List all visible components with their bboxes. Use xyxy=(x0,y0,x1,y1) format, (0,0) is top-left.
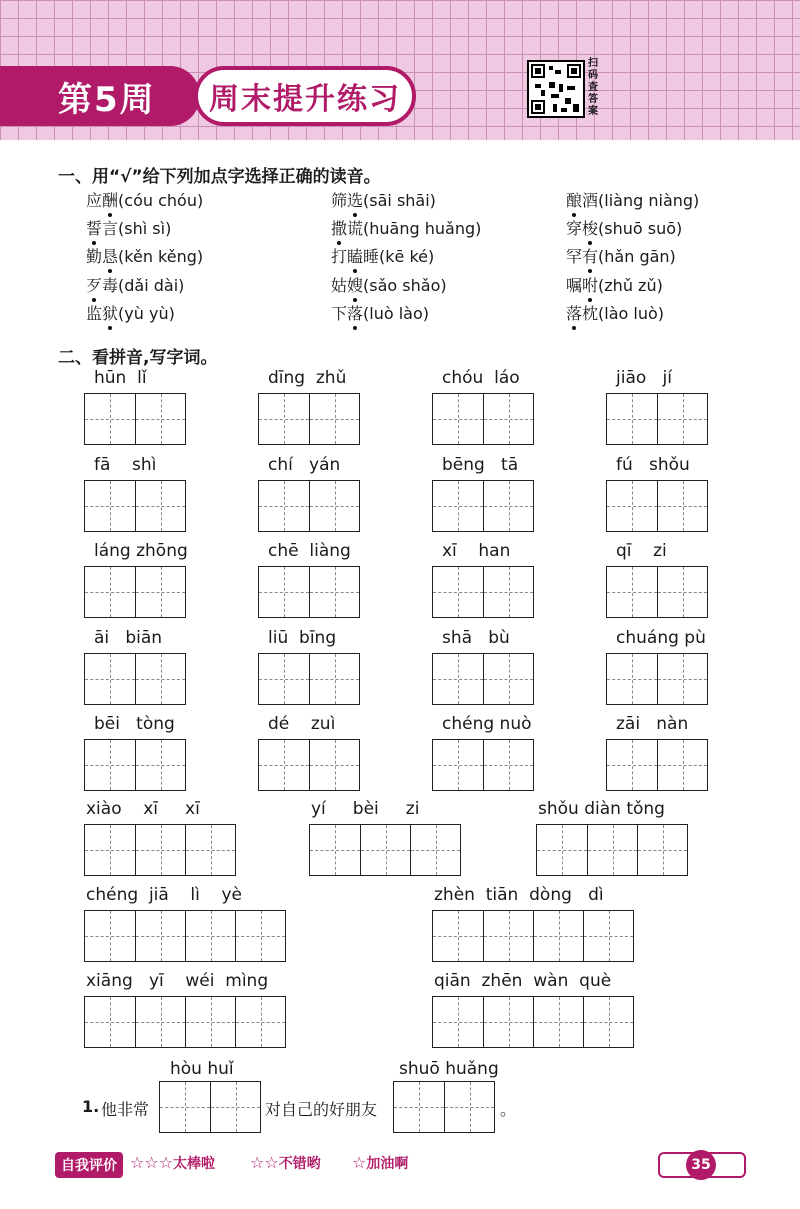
word-pinyin: xiāng yī wéi mìng xyxy=(86,971,269,991)
character-cell[interactable] xyxy=(533,911,583,961)
reading-item[interactable]: 筛选(sāi shāi) xyxy=(331,191,436,210)
qr-label: 扫码查答案 xyxy=(588,58,598,117)
pinyin-options: (hǎn gān) xyxy=(598,247,676,266)
answer-boxes[interactable] xyxy=(536,824,688,876)
word-pinyin: láng zhōng xyxy=(94,541,188,561)
character-cell[interactable] xyxy=(607,394,657,444)
answer-boxes[interactable] xyxy=(84,653,186,705)
character-cell[interactable] xyxy=(483,997,533,1047)
dotted-character: 落 xyxy=(566,304,583,323)
reading-item[interactable]: 打瞌睡(kē ké) xyxy=(331,247,435,266)
character-cell[interactable] xyxy=(410,825,460,875)
character-cell[interactable] xyxy=(85,911,135,961)
rating-two-stars[interactable]: ☆☆不错哟 xyxy=(250,1153,321,1172)
pinyin-options: (yù yù) xyxy=(118,304,175,323)
reading-item[interactable]: 下落(luò lào) xyxy=(331,304,430,323)
word-pinyin: fā shì xyxy=(94,454,157,475)
word-pinyin: bēng tā xyxy=(442,454,519,475)
word-pinyin: qiān zhēn wàn què xyxy=(434,971,612,991)
dotted-character: 咐 xyxy=(582,276,599,295)
character-cell[interactable] xyxy=(259,394,309,444)
pinyin-options: (dǎi dài) xyxy=(118,276,185,295)
dotted-character: 恳 xyxy=(102,247,119,266)
character-cell[interactable] xyxy=(310,825,360,875)
answer-boxes[interactable] xyxy=(258,566,360,618)
pinyin-options: (sāi shāi) xyxy=(363,191,436,210)
character-cell[interactable] xyxy=(483,567,533,617)
answer-boxes[interactable] xyxy=(258,653,360,705)
reading-item[interactable]: 穿梭(shuō suō) xyxy=(566,219,683,238)
pinyin-options: (liàng niàng) xyxy=(598,191,700,210)
character-cell[interactable] xyxy=(607,654,657,704)
reading-item[interactable]: 姑嫂(sǎo shǎo) xyxy=(331,276,447,295)
character-cell[interactable] xyxy=(657,394,707,444)
character-cell[interactable] xyxy=(85,394,135,444)
self-eval-label: 自我评价 xyxy=(55,1152,123,1178)
answer-boxes[interactable] xyxy=(606,480,708,532)
word-pinyin: qī zi xyxy=(616,541,667,561)
character-cell[interactable] xyxy=(433,654,483,704)
dotted-character: 狱 xyxy=(102,304,119,323)
word-pinyin: chē liàng xyxy=(268,541,351,561)
word-pinyin: chéng nuò xyxy=(442,714,532,734)
pinyin-options: (shì sì) xyxy=(118,219,172,238)
character-cell[interactable] xyxy=(85,997,135,1047)
reading-item[interactable]: 应酬(cóu chóu) xyxy=(86,191,204,210)
answer-boxes[interactable] xyxy=(84,739,186,791)
character-cell[interactable] xyxy=(657,654,707,704)
word-pinyin: chuáng pù xyxy=(616,627,706,648)
word-pinyin: dīng zhǔ xyxy=(268,368,347,388)
character-cell[interactable] xyxy=(657,567,707,617)
character-cell[interactable] xyxy=(657,481,707,531)
answer-boxes[interactable] xyxy=(606,739,708,791)
rating-one-star[interactable]: ☆加油啊 xyxy=(352,1153,409,1172)
answer-boxes[interactable] xyxy=(84,480,186,532)
sentence-answer-boxes-1[interactable] xyxy=(159,1081,261,1133)
pinyin-options: (lào luò) xyxy=(598,304,665,323)
page-title: 周末提升练习 xyxy=(194,66,416,126)
character-cell[interactable] xyxy=(85,740,135,790)
character-cell[interactable] xyxy=(583,911,633,961)
answer-boxes[interactable] xyxy=(84,910,286,962)
word-pinyin: fú shǒu xyxy=(616,454,690,475)
character-cell[interactable] xyxy=(433,911,483,961)
character-cell[interactable] xyxy=(607,740,657,790)
character-cell[interactable] xyxy=(259,567,309,617)
character-cell[interactable] xyxy=(483,911,533,961)
word-pinyin: zhèn tiān dòng dì xyxy=(434,885,604,905)
character-cell[interactable] xyxy=(135,481,185,531)
week-label: 第5周 xyxy=(0,66,200,126)
character-cell[interactable] xyxy=(433,567,483,617)
character-cell[interactable] xyxy=(85,825,135,875)
pinyin-options: (kěn kěng) xyxy=(118,247,204,266)
dotted-character: 有 xyxy=(582,247,599,266)
character-cell[interactable] xyxy=(309,481,359,531)
answer-boxes[interactable] xyxy=(432,653,534,705)
answer-boxes[interactable] xyxy=(258,393,360,445)
pinyin-options: (zhǔ zǔ) xyxy=(598,276,663,295)
character-cell[interactable] xyxy=(309,654,359,704)
pinyin-options: (sǎo shǎo) xyxy=(363,276,447,295)
dotted-character: 誓 xyxy=(86,219,103,238)
word-pinyin: bēi tòng xyxy=(94,714,175,734)
answer-boxes[interactable] xyxy=(84,393,186,445)
sentence-end: 。 xyxy=(500,1100,517,1119)
reading-item[interactable]: 嘱咐(zhǔ zǔ) xyxy=(566,276,663,295)
answer-boxes[interactable] xyxy=(432,739,534,791)
character-cell[interactable] xyxy=(587,825,637,875)
character-cell[interactable] xyxy=(533,997,583,1047)
word-pinyin: xiào xī xī xyxy=(86,799,200,819)
answer-boxes[interactable] xyxy=(309,824,461,876)
page-number: 35 xyxy=(686,1150,716,1180)
character-cell[interactable] xyxy=(135,825,185,875)
word-pinyin: zāi nàn xyxy=(616,714,689,734)
dotted-character: 选 xyxy=(347,191,364,210)
rating-three-stars[interactable]: ☆☆☆太棒啦 xyxy=(130,1153,216,1172)
word-pinyin: xī han xyxy=(442,541,511,561)
character-cell[interactable] xyxy=(85,654,135,704)
answer-boxes[interactable] xyxy=(84,824,236,876)
character-cell[interactable] xyxy=(537,825,587,875)
star-icon: ☆☆ xyxy=(250,1153,279,1172)
dotted-character: 撒 xyxy=(331,219,348,238)
sentence-part1: 他非常 xyxy=(101,1100,150,1119)
character-cell[interactable] xyxy=(135,997,185,1047)
word-pinyin: chóu láo xyxy=(442,368,520,388)
character-cell[interactable] xyxy=(135,394,185,444)
character-cell[interactable] xyxy=(309,740,359,790)
dotted-character: 酬 xyxy=(102,191,119,210)
character-cell[interactable] xyxy=(259,481,309,531)
sentence-answer-boxes-2[interactable] xyxy=(393,1081,495,1133)
answer-boxes[interactable] xyxy=(432,996,634,1048)
character-cell[interactable] xyxy=(607,567,657,617)
word-pinyin: yí bèi zi xyxy=(311,799,420,819)
character-cell[interactable] xyxy=(185,997,235,1047)
sentence-part2: 对自己的好朋友 xyxy=(265,1100,378,1119)
dotted-character: 落 xyxy=(347,304,364,323)
reading-item[interactable]: 罕有(hǎn gān) xyxy=(566,247,676,266)
dotted-character: 歹 xyxy=(86,276,103,295)
character-cell[interactable] xyxy=(433,394,483,444)
character-cell[interactable] xyxy=(85,481,135,531)
answer-boxes[interactable] xyxy=(84,996,286,1048)
dotted-character: 酿 xyxy=(566,191,583,210)
answer-boxes[interactable] xyxy=(432,910,634,962)
character-cell[interactable] xyxy=(235,997,285,1047)
word-pinyin: jiāo jí xyxy=(616,368,672,388)
sentence-pinyin1: hòu huǐ xyxy=(170,1059,234,1079)
word-pinyin: liū bīng xyxy=(268,627,337,648)
dotted-character: 梭 xyxy=(582,219,599,238)
section2-title: 二、看拼音,写字词。 xyxy=(58,348,218,368)
star-icon: ☆☆☆ xyxy=(130,1153,174,1172)
reading-item[interactable]: 誓言(shì sì) xyxy=(86,219,172,238)
answer-boxes[interactable] xyxy=(432,566,534,618)
sentence-pinyin2: shuō huǎng xyxy=(399,1059,499,1079)
pinyin-options: (shuō suō) xyxy=(598,219,683,238)
reading-item[interactable]: 落枕(lào luò) xyxy=(566,304,665,323)
answer-boxes[interactable] xyxy=(432,393,534,445)
dotted-character: 嫂 xyxy=(347,276,364,295)
character-cell[interactable] xyxy=(135,911,185,961)
character-cell[interactable] xyxy=(433,740,483,790)
word-pinyin: chéng jiā lì yè xyxy=(86,885,243,905)
reading-item[interactable]: 酿酒(liàng niàng) xyxy=(566,191,700,210)
section1-title: 一、用“√”给下列加点字选择正确的读音。 xyxy=(58,167,381,187)
character-cell[interactable] xyxy=(309,567,359,617)
character-cell[interactable] xyxy=(135,740,185,790)
pinyin-options: (cóu chóu) xyxy=(118,191,204,210)
character-cell[interactable] xyxy=(185,825,235,875)
word-pinyin: dé zuì xyxy=(268,714,336,734)
pinyin-options: (huāng huǎng) xyxy=(363,219,482,238)
character-cell[interactable] xyxy=(259,654,309,704)
character-cell[interactable] xyxy=(433,481,483,531)
character-cell[interactable] xyxy=(135,567,185,617)
word-pinyin: chí yán xyxy=(268,454,341,475)
answer-boxes[interactable] xyxy=(606,393,708,445)
character-cell[interactable] xyxy=(135,654,185,704)
character-cell[interactable] xyxy=(360,825,410,875)
dotted-character: 瞌 xyxy=(347,247,364,266)
word-pinyin: shǒu diàn tǒng xyxy=(538,799,665,819)
character-cell[interactable] xyxy=(85,567,135,617)
character-cell[interactable] xyxy=(483,394,533,444)
character-cell[interactable] xyxy=(607,481,657,531)
word-pinyin: hūn lǐ xyxy=(94,368,147,388)
pinyin-options: (luò lào) xyxy=(363,304,430,323)
word-pinyin: āi biān xyxy=(94,627,163,648)
answer-boxes[interactable] xyxy=(258,480,360,532)
character-cell[interactable] xyxy=(483,740,533,790)
answer-boxes[interactable] xyxy=(606,653,708,705)
answer-boxes[interactable] xyxy=(432,480,534,532)
answer-boxes[interactable] xyxy=(258,739,360,791)
character-cell[interactable] xyxy=(259,740,309,790)
star-icon: ☆ xyxy=(352,1153,367,1172)
pinyin-options: (kē ké) xyxy=(379,247,435,266)
word-pinyin: shā bù xyxy=(442,627,510,648)
answer-boxes[interactable] xyxy=(606,566,708,618)
reading-item[interactable]: 勤恳(kěn kěng) xyxy=(86,247,204,266)
character-cell[interactable] xyxy=(433,997,483,1047)
character-cell[interactable] xyxy=(235,911,285,961)
character-cell[interactable] xyxy=(185,911,235,961)
sentence-number: 1. xyxy=(82,1097,100,1116)
answer-boxes[interactable] xyxy=(84,566,186,618)
character-cell[interactable] xyxy=(657,740,707,790)
character-cell[interactable] xyxy=(309,394,359,444)
character-cell[interactable] xyxy=(483,654,533,704)
character-cell[interactable] xyxy=(483,481,533,531)
reading-item[interactable]: 监狱(yù yù) xyxy=(86,304,175,323)
reading-item[interactable]: 撒谎(huāng huǎng) xyxy=(331,219,482,238)
character-cell[interactable] xyxy=(637,825,687,875)
reading-item[interactable]: 歹毒(dǎi dài) xyxy=(86,276,185,295)
qr-code-icon[interactable] xyxy=(527,60,585,118)
character-cell[interactable] xyxy=(583,997,633,1047)
